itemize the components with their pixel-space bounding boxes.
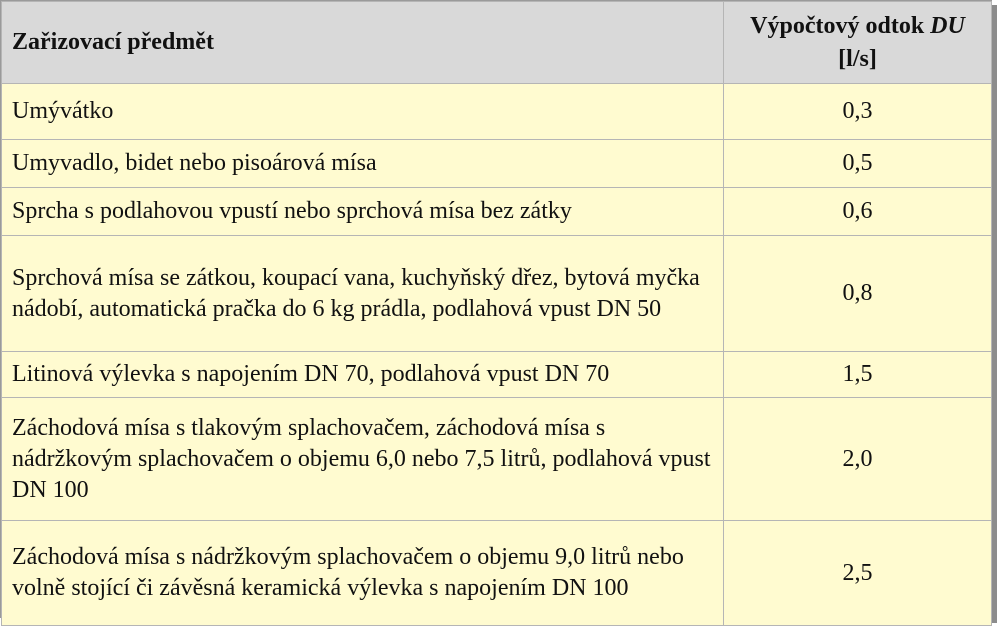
fixture-name: Záchodová mísa s nádržkovým splachovačem o objemu 9,0 litrů nebo volně stojící či závěsná keramická výlevka s napojením DN 100 xyxy=(2,521,724,626)
fixture-name: Umývátko xyxy=(2,84,724,140)
discharge-value: 1,5 xyxy=(724,352,992,398)
table-header-row xyxy=(2,2,992,84)
table-row xyxy=(2,188,992,236)
fixture-name: Litinová výlevka s napojením DN 70, podlahová vpust DN 70 xyxy=(2,352,724,398)
fixture-name: Sprcha s podlahovou vpustí nebo sprchová mísa bez zátky xyxy=(2,188,724,236)
fixture-name: Záchodová mísa s tlakovým splachovačem, záchodová mísa s nádržkovým splachovačem o objemu 6,0 nebo 7,5 litrů, podlahová vpust DN 100 xyxy=(2,398,724,521)
header-discharge-symbol: DU xyxy=(930,12,965,39)
table-row xyxy=(2,521,992,626)
header-discharge-unit: [l/s] xyxy=(838,45,877,72)
table-row xyxy=(2,398,992,521)
table-row xyxy=(2,140,992,188)
header-fixture: Zařizovací předmět xyxy=(2,2,724,84)
header-discharge-text: Výpočtový odtok xyxy=(750,12,931,39)
table-row xyxy=(2,84,992,140)
discharge-value: 0,8 xyxy=(724,236,992,352)
table-row xyxy=(2,236,992,352)
fixture-name: Umyvadlo, bidet nebo pisoárová mísa xyxy=(2,140,724,188)
discharge-value: 0,6 xyxy=(724,188,992,236)
table-row xyxy=(2,352,992,398)
fixture-name: Sprchová mísa se zátkou, koupací vana, kuchyňský dřez, bytová myčka nádobí, automatická pračka do 6 kg prádla, podlahová vpust DN 50 xyxy=(2,236,724,352)
discharge-value: 0,3 xyxy=(724,84,992,140)
discharge-value: 0,5 xyxy=(724,140,992,188)
header-discharge xyxy=(724,2,992,84)
discharge-value: 2,0 xyxy=(724,398,992,521)
discharge-value: 2,5 xyxy=(724,521,992,626)
discharge-table xyxy=(1,1,992,626)
